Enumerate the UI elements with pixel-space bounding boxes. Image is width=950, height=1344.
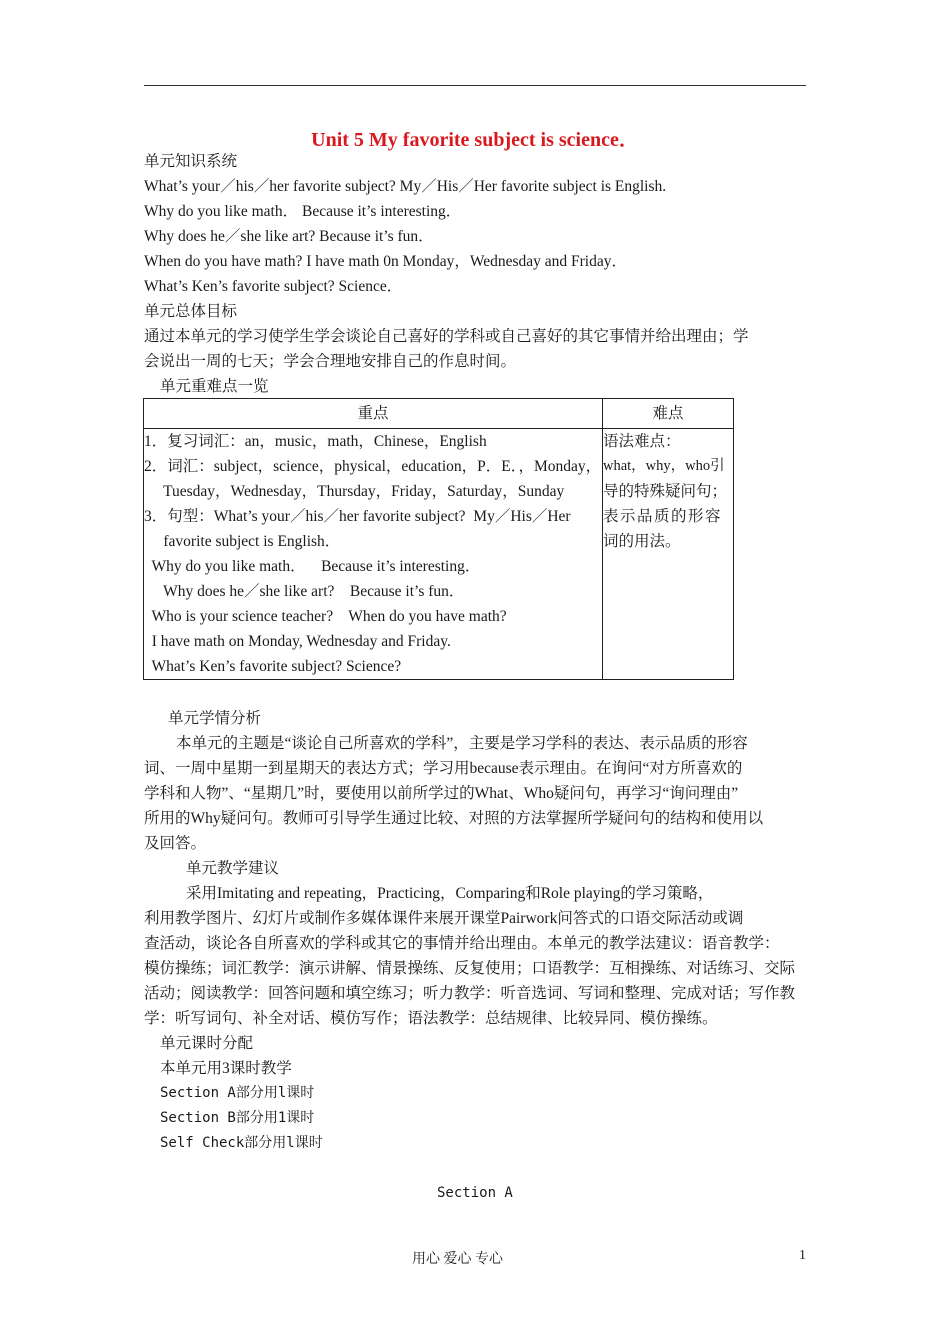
schedule-line: Section B部分用1课时: [160, 1110, 315, 1126]
analysis-line: 本单元的主题是“谈论自己所喜欢的学科”，主要是学习学科的表达、表示品质的形容: [176, 735, 748, 752]
knowledge-heading: 单元知识系统: [144, 153, 238, 170]
key-point-line: What’s Ken’s favorite subject? Science?: [144, 658, 402, 675]
goal-text: 会说出一周的七天；学会合理地安排自己的作息时间。: [144, 353, 517, 370]
schedule-line: Self Check部分用l课时: [160, 1135, 323, 1151]
suggest-line: 活动；阅读教学：回答问题和填空练习；听力教学：听音选词、写词和整理、完成对话；写作教: [144, 985, 796, 1002]
goal-heading: 单元总体目标: [144, 303, 238, 320]
suggest-heading: 单元教学建议: [186, 860, 280, 877]
schedule-heading: 单元课时分配: [160, 1035, 254, 1052]
analysis-line: 所用的Why疑问句。教师可引导学生通过比较、对照的方法掌握所学疑问句的结构和使用以: [144, 810, 764, 827]
key-point-line: 1．复习词汇：an，music，math，Chinese，English: [144, 433, 487, 450]
knowledge-line: Why does he／she like art? Because it’s fun．: [144, 228, 434, 245]
analysis-heading: 单元学情分析: [168, 710, 262, 727]
suggest-line: 查活动，谈论各自所喜欢的学科或其它的事情并给出理由。本单元的教学法建议：语音教学：: [144, 935, 780, 952]
difficult-points-cell: [603, 429, 734, 680]
suggest-line: 学：听写词句、补全对话、模仿写作；语法教学：总结规律、比较异同、模仿操练。: [144, 1010, 718, 1027]
key-point-line: 2．词汇：subject，science，physical，education，P．E．，Monday，: [144, 458, 602, 475]
header-rule: [144, 85, 806, 86]
page-number: 1: [799, 1248, 806, 1263]
key-point-line: Who is your science teacher? When do you have math?: [144, 608, 507, 625]
key-point-line: Why do you like math． Because it’s interesting．: [144, 558, 481, 575]
suggest-line: 采用Imitating and repeating，Practicing，Comparing和Role playing的学习策略，: [186, 885, 714, 902]
analysis-line: 及回答。: [144, 835, 207, 852]
key-point-line: favorite subject is English．: [144, 533, 341, 550]
difficult-point-line: 表示品质的形容: [603, 508, 723, 525]
knowledge-line: Why do you like math． Because it’s interesting．: [144, 203, 462, 220]
table-header-key: 重点: [144, 399, 603, 429]
difficult-point-line: 导的特殊疑问句；: [603, 483, 728, 500]
page-title: Unit 5 My favorite subject is science．: [311, 129, 639, 151]
knowledge-line: What’s your／his／her favorite subject? My／His／Her favorite subject is English.: [144, 178, 667, 195]
section-label: Section A: [437, 1185, 513, 1201]
knowledge-line: When do you have math? I have math 0n Monday，Wednesday and Friday．: [144, 253, 627, 270]
difficult-point-line: 语法难点：: [603, 433, 681, 450]
schedule-line: Section A部分用l课时: [160, 1085, 315, 1101]
key-point-line: 3．句型：What’s your／his／her favorite subject? My／His／Her: [144, 508, 571, 525]
difficult-point-line: what，why，who引: [603, 458, 725, 474]
keypoints-table: [143, 398, 734, 680]
key-points-cell: [144, 429, 603, 680]
key-point-line: Tuesday，Wednesday，Thursday，Friday，Saturday，Sunday: [144, 483, 565, 500]
knowledge-line: What’s Ken’s favorite subject? Science．: [144, 278, 403, 295]
schedule-line: 本单元用3课时教学: [160, 1060, 292, 1077]
goal-text: 通过本单元的学习使学生学会谈论自己喜好的学科或自己喜好的其它事情并给出理由；学: [144, 328, 749, 345]
key-point-line: I have math on Monday, Wednesday and Friday.: [144, 633, 451, 650]
key-point-line: Why does he／she like art? Because it’s fun．: [144, 583, 465, 600]
analysis-line: 词、一周中星期一到星期天的表达方式；学习用because表示理由。在询问“对方所喜欢的: [144, 760, 743, 777]
footer-text: 用心 爱心 专心: [412, 1252, 503, 1267]
difficult-point-line: 词的用法。: [603, 533, 681, 550]
keypoints-heading: 单元重难点一览: [160, 378, 269, 395]
table-header-difficult: 难点: [603, 399, 734, 429]
suggest-line: 模仿操练；词汇教学：演示讲解、情景操练、反复使用；口语教学：互相操练、对话练习、交际: [144, 960, 796, 977]
suggest-line: 利用教学图片、幻灯片或制作多媒体课件来展开课堂Pairwork问答式的口语交际活动或调: [144, 910, 744, 927]
analysis-line: 学科和人物”、“星期几”时，要使用以前所学过的What、Who疑问句，再学习“询问理由”: [144, 785, 739, 802]
